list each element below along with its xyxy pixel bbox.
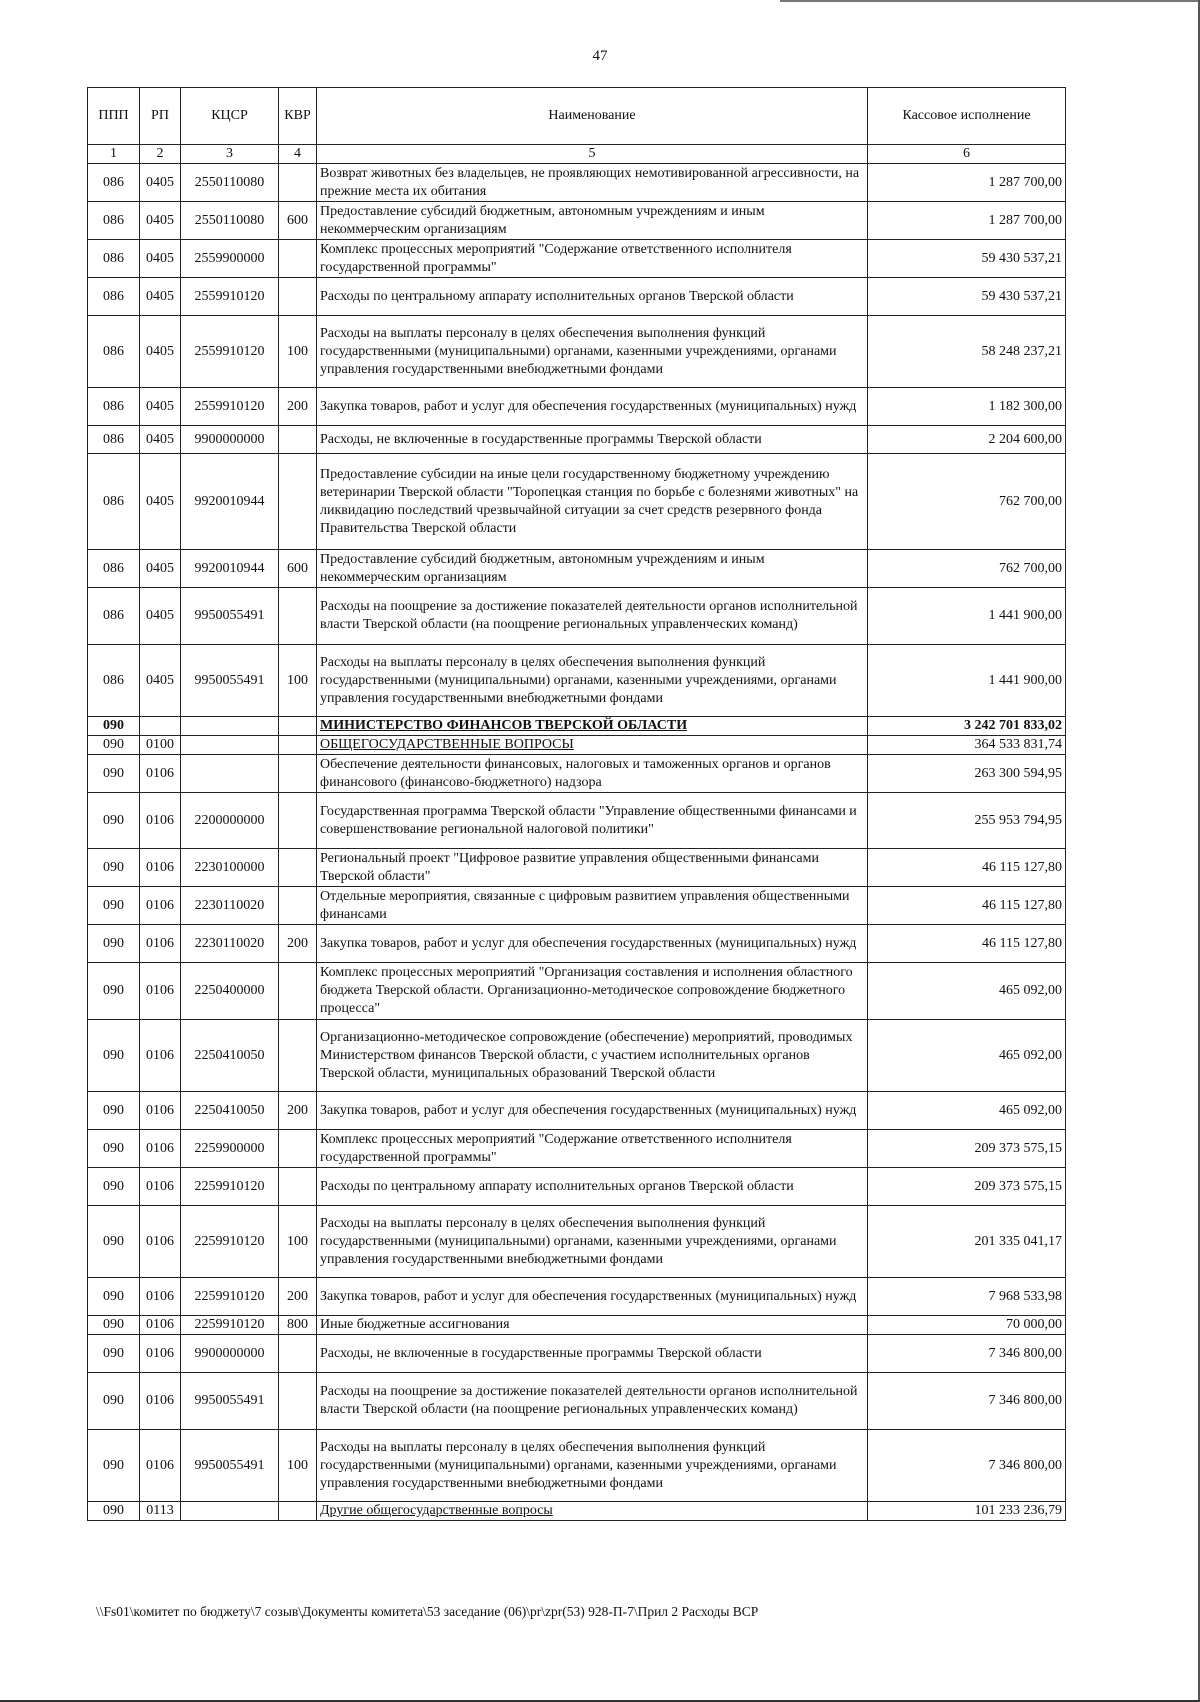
cell-kcsr: 2550110080 bbox=[181, 202, 279, 240]
col-number: 2 bbox=[140, 145, 181, 164]
cell-kvr bbox=[279, 755, 317, 793]
cell-amount: 70 000,00 bbox=[868, 1316, 1066, 1335]
cell-amount: 7 346 800,00 bbox=[868, 1373, 1066, 1430]
cell-amount: 1 441 900,00 bbox=[868, 645, 1066, 717]
cell-rp: 0405 bbox=[140, 426, 181, 454]
cell-name: Расходы на поощрение за достижение показателей деятельности органов исполнительной власти Тверской области (на поощрение региональных управленческих команд) bbox=[317, 1373, 868, 1430]
table-row bbox=[88, 388, 1066, 426]
cell-ppp: 086 bbox=[88, 240, 140, 278]
cell-rp: 0106 bbox=[140, 963, 181, 1020]
cell-ppp: 090 bbox=[88, 887, 140, 925]
cell-ppp: 090 bbox=[88, 755, 140, 793]
cell-name: Предоставление субсидий бюджетным, автономным учреждениям и иным некоммерческим организациям bbox=[317, 202, 868, 240]
cell-name: Закупка товаров, работ и услуг для обеспечения государственных (муниципальных) нужд bbox=[317, 925, 868, 963]
cell-amount: 762 700,00 bbox=[868, 454, 1066, 550]
cell-amount: 1 287 700,00 bbox=[868, 164, 1066, 202]
cell-kvr: 600 bbox=[279, 550, 317, 588]
budget-table bbox=[87, 87, 1066, 1521]
table-row bbox=[88, 645, 1066, 717]
cell-ppp: 086 bbox=[88, 316, 140, 388]
table-row bbox=[88, 1168, 1066, 1206]
cell-rp: 0106 bbox=[140, 1206, 181, 1278]
cell-kvr bbox=[279, 1130, 317, 1168]
cell-name: Закупка товаров, работ и услуг для обеспечения государственных (муниципальных) нужд bbox=[317, 1278, 868, 1316]
cell-kvr bbox=[279, 849, 317, 887]
page-number: 47 bbox=[592, 48, 608, 64]
table-row bbox=[88, 1430, 1066, 1502]
table-row bbox=[88, 963, 1066, 1020]
cell-kcsr: 2230110020 bbox=[181, 925, 279, 963]
cell-name: Комплекс процессных мероприятий "Содержание ответственного исполнителя государственной программы" bbox=[317, 240, 868, 278]
cell-kcsr: 2550110080 bbox=[181, 164, 279, 202]
cell-ppp: 090 bbox=[88, 1020, 140, 1092]
cell-kcsr: 9950055491 bbox=[181, 588, 279, 645]
cell-name: Возврат животных без владельцев, не проявляющих немотивированной агрессивности, на прежние места их обитания bbox=[317, 164, 868, 202]
table-row bbox=[88, 1373, 1066, 1430]
cell-rp: 0106 bbox=[140, 1130, 181, 1168]
cell-kcsr: 2200000000 bbox=[181, 793, 279, 849]
table-row bbox=[88, 1278, 1066, 1316]
cell-name: Комплекс процессных мероприятий "Организация составления и исполнения областного бюджета Тверской области. Организационно-методическое сопровождение бюджетного процесса" bbox=[317, 963, 868, 1020]
cell-rp: 0106 bbox=[140, 755, 181, 793]
cell-rp: 0106 bbox=[140, 1020, 181, 1092]
cell-name: Предоставление субсидий бюджетным, автономным учреждениям и иным некоммерческим организациям bbox=[317, 550, 868, 588]
cell-kvr bbox=[279, 793, 317, 849]
cell-rp: 0405 bbox=[140, 588, 181, 645]
cell-amount: 465 092,00 bbox=[868, 1020, 1066, 1092]
cell-kvr bbox=[279, 1335, 317, 1373]
cell-ppp: 090 bbox=[88, 1092, 140, 1130]
cell-name: Расходы на выплаты персоналу в целях обеспечения выполнения функций государственными (муниципальными) органами, казенными учреждениями, органами управления государственными внебюджетными фондами bbox=[317, 1430, 868, 1502]
col-number: 1 bbox=[88, 145, 140, 164]
cell-ppp: 086 bbox=[88, 278, 140, 316]
cell-amount: 101 233 236,79 bbox=[868, 1502, 1066, 1521]
table-row bbox=[88, 278, 1066, 316]
cell-kvr: 100 bbox=[279, 316, 317, 388]
cell-name: Расходы на выплаты персоналу в целях обеспечения выполнения функций государственными (муниципальными) органами, казенными учреждениями, органами управления государственными внебюджетными фондами bbox=[317, 316, 868, 388]
cell-kcsr: 9950055491 bbox=[181, 1373, 279, 1430]
table-row bbox=[88, 887, 1066, 925]
cell-kcsr: 9900000000 bbox=[181, 426, 279, 454]
table-row bbox=[88, 1316, 1066, 1335]
cell-kcsr: 2230110020 bbox=[181, 887, 279, 925]
cell-rp: 0405 bbox=[140, 278, 181, 316]
table-row bbox=[88, 1092, 1066, 1130]
cell-amount: 1 441 900,00 bbox=[868, 588, 1066, 645]
cell-ppp: 086 bbox=[88, 645, 140, 717]
cell-kvr bbox=[279, 1373, 317, 1430]
cell-ppp: 086 bbox=[88, 202, 140, 240]
cell-rp: 0405 bbox=[140, 164, 181, 202]
table-row bbox=[88, 426, 1066, 454]
cell-rp: 0405 bbox=[140, 454, 181, 550]
cell-amount: 2 204 600,00 bbox=[868, 426, 1066, 454]
cell-amount: 58 248 237,21 bbox=[868, 316, 1066, 388]
cell-kcsr: 9950055491 bbox=[181, 645, 279, 717]
cell-rp: 0106 bbox=[140, 887, 181, 925]
cell-ppp: 090 bbox=[88, 849, 140, 887]
cell-ppp: 086 bbox=[88, 426, 140, 454]
cell-kvr bbox=[279, 1502, 317, 1521]
cell-kvr bbox=[279, 278, 317, 316]
cell-ppp: 090 bbox=[88, 1335, 140, 1373]
cell-amount: 59 430 537,21 bbox=[868, 240, 1066, 278]
cell-rp: 0106 bbox=[140, 1335, 181, 1373]
cell-kvr bbox=[279, 963, 317, 1020]
cell-ppp: 086 bbox=[88, 164, 140, 202]
cell-rp: 0405 bbox=[140, 388, 181, 426]
cell-name: Расходы по центральному аппарату исполнительных органов Тверской области bbox=[317, 278, 868, 316]
cell-ppp: 090 bbox=[88, 717, 140, 736]
cell-kvr bbox=[279, 426, 317, 454]
col-header-name: Наименование bbox=[317, 88, 868, 145]
col-header-amount: Кассовое исполнение bbox=[868, 88, 1066, 145]
col-header-kvr: КВР bbox=[279, 88, 317, 145]
cell-name: МИНИСТЕРСТВО ФИНАНСОВ ТВЕРСКОЙ ОБЛАСТИ bbox=[317, 717, 868, 736]
header-row bbox=[88, 88, 1066, 145]
cell-kvr bbox=[279, 887, 317, 925]
col-header-rp: РП bbox=[140, 88, 181, 145]
cell-kcsr: 2259910120 bbox=[181, 1206, 279, 1278]
table-row bbox=[88, 550, 1066, 588]
cell-rp: 0405 bbox=[140, 240, 181, 278]
cell-amount: 209 373 575,15 bbox=[868, 1130, 1066, 1168]
cell-rp: 0106 bbox=[140, 925, 181, 963]
cell-kvr: 200 bbox=[279, 1092, 317, 1130]
cell-amount: 7 968 533,98 bbox=[868, 1278, 1066, 1316]
cell-name: Расходы на выплаты персоналу в целях обеспечения выполнения функций государственными (муниципальными) органами, казенными учреждениями, органами управления государственными внебюджетными фондами bbox=[317, 1206, 868, 1278]
table-row bbox=[88, 1206, 1066, 1278]
cell-rp: 0106 bbox=[140, 1168, 181, 1206]
cell-rp: 0100 bbox=[140, 736, 181, 755]
cell-name: Региональный проект "Цифровое развитие управления общественными финансами Тверской области" bbox=[317, 849, 868, 887]
cell-rp: 0405 bbox=[140, 316, 181, 388]
cell-kvr: 600 bbox=[279, 202, 317, 240]
cell-kvr: 100 bbox=[279, 645, 317, 717]
cell-kcsr: 9920010944 bbox=[181, 550, 279, 588]
cell-amount: 465 092,00 bbox=[868, 963, 1066, 1020]
cell-amount: 209 373 575,15 bbox=[868, 1168, 1066, 1206]
cell-ppp: 090 bbox=[88, 1278, 140, 1316]
cell-kcsr: 2250410050 bbox=[181, 1092, 279, 1130]
cell-rp: 0106 bbox=[140, 1316, 181, 1335]
table-row bbox=[88, 717, 1066, 736]
cell-kcsr bbox=[181, 736, 279, 755]
cell-name: ОБЩЕГОСУДАРСТВЕННЫЕ ВОПРОСЫ bbox=[317, 736, 868, 755]
cell-name: Обеспечение деятельности финансовых, налоговых и таможенных органов и органов финансового (финансово-бюджетного) надзора bbox=[317, 755, 868, 793]
cell-amount: 7 346 800,00 bbox=[868, 1335, 1066, 1373]
cell-kcsr: 2230100000 bbox=[181, 849, 279, 887]
cell-kcsr bbox=[181, 755, 279, 793]
table-row bbox=[88, 1130, 1066, 1168]
cell-rp: 0106 bbox=[140, 849, 181, 887]
cell-ppp: 086 bbox=[88, 588, 140, 645]
cell-amount: 1 182 300,00 bbox=[868, 388, 1066, 426]
cell-amount: 46 115 127,80 bbox=[868, 849, 1066, 887]
cell-kvr bbox=[279, 454, 317, 550]
cell-kcsr: 2250410050 bbox=[181, 1020, 279, 1092]
cell-amount: 263 300 594,95 bbox=[868, 755, 1066, 793]
cell-kvr: 200 bbox=[279, 925, 317, 963]
col-header-kcsr: КЦСР bbox=[181, 88, 279, 145]
cell-kvr bbox=[279, 1020, 317, 1092]
cell-name: Закупка товаров, работ и услуг для обеспечения государственных (муниципальных) нужд bbox=[317, 388, 868, 426]
cell-ppp: 090 bbox=[88, 736, 140, 755]
cell-ppp: 086 bbox=[88, 388, 140, 426]
table-row bbox=[88, 454, 1066, 550]
table-row bbox=[88, 736, 1066, 755]
table-row bbox=[88, 1020, 1066, 1092]
cell-kvr bbox=[279, 164, 317, 202]
cell-kcsr: 2559910120 bbox=[181, 278, 279, 316]
cell-name: Расходы, не включенные в государственные программы Тверской области bbox=[317, 426, 868, 454]
cell-amount: 46 115 127,80 bbox=[868, 887, 1066, 925]
cell-kvr bbox=[279, 240, 317, 278]
table-row bbox=[88, 1502, 1066, 1521]
table-row bbox=[88, 925, 1066, 963]
cell-amount: 762 700,00 bbox=[868, 550, 1066, 588]
col-number: 3 bbox=[181, 145, 279, 164]
col-number: 5 bbox=[317, 145, 868, 164]
cell-ppp: 090 bbox=[88, 1430, 140, 1502]
scan-edge-top bbox=[780, 0, 1200, 2]
cell-kvr: 800 bbox=[279, 1316, 317, 1335]
cell-amount: 201 335 041,17 bbox=[868, 1206, 1066, 1278]
cell-kvr: 200 bbox=[279, 1278, 317, 1316]
table-row bbox=[88, 849, 1066, 887]
cell-kvr: 100 bbox=[279, 1430, 317, 1502]
cell-kvr bbox=[279, 588, 317, 645]
cell-name: Организационно-методическое сопровождение (обеспечение) мероприятий, проводимых Министерством финансов Тверской области, с участием исполнительных органов Тверской области, муниципальных образований Тверской области bbox=[317, 1020, 868, 1092]
cell-name: Другие общегосударственные вопросы bbox=[317, 1502, 868, 1521]
cell-kvr bbox=[279, 717, 317, 736]
cell-kcsr: 2559910120 bbox=[181, 388, 279, 426]
cell-ppp: 090 bbox=[88, 1502, 140, 1521]
cell-kcsr: 9900000000 bbox=[181, 1335, 279, 1373]
col-header-ppp: ППП bbox=[88, 88, 140, 145]
cell-name: Иные бюджетные ассигнования bbox=[317, 1316, 868, 1335]
table-row bbox=[88, 202, 1066, 240]
cell-amount: 1 287 700,00 bbox=[868, 202, 1066, 240]
table-row bbox=[88, 755, 1066, 793]
table-row bbox=[88, 240, 1066, 278]
cell-kcsr: 2259910120 bbox=[181, 1316, 279, 1335]
cell-name: Расходы на выплаты персоналу в целях обеспечения выполнения функций государственными (муниципальными) органами, казенными учреждениями, органами управления государственными внебюджетными фондами bbox=[317, 645, 868, 717]
cell-name: Предоставление субсидии на иные цели государственному бюджетному учреждению ветеринарии Тверской области "Торопецкая станция по борьбе с болезнями животных" на ликвидацию последствий чрезвычайной ситуации за счет средств резервного фонда Правительства Тверской области bbox=[317, 454, 868, 550]
cell-rp: 0405 bbox=[140, 550, 181, 588]
cell-name: Расходы по центральному аппарату исполнительных органов Тверской области bbox=[317, 1168, 868, 1206]
cell-rp: 0106 bbox=[140, 1430, 181, 1502]
col-number: 4 bbox=[279, 145, 317, 164]
cell-name: Государственная программа Тверской области "Управление общественными финансами и совершенствование региональной налоговой политики" bbox=[317, 793, 868, 849]
table-row bbox=[88, 164, 1066, 202]
col-number: 6 bbox=[868, 145, 1066, 164]
cell-name: Закупка товаров, работ и услуг для обеспечения государственных (муниципальных) нужд bbox=[317, 1092, 868, 1130]
cell-name: Комплекс процессных мероприятий "Содержание ответственного исполнителя государственной программы" bbox=[317, 1130, 868, 1168]
cell-kvr: 200 bbox=[279, 388, 317, 426]
cell-rp: 0106 bbox=[140, 793, 181, 849]
cell-kvr bbox=[279, 1168, 317, 1206]
cell-rp: 0405 bbox=[140, 645, 181, 717]
cell-amount: 7 346 800,00 bbox=[868, 1430, 1066, 1502]
cell-amount: 46 115 127,80 bbox=[868, 925, 1066, 963]
cell-ppp: 090 bbox=[88, 1373, 140, 1430]
cell-ppp: 090 bbox=[88, 793, 140, 849]
footer-file-path: \\Fs01\комитет по бюджету\7 созыв\Документы комитета\53 заседание (06)\pr\zpr(53) 928-П-7\Прил 2 Расходы ВСР bbox=[96, 1604, 759, 1619]
cell-rp: 0106 bbox=[140, 1373, 181, 1430]
table-row bbox=[88, 316, 1066, 388]
table-row bbox=[88, 1335, 1066, 1373]
table-row bbox=[88, 793, 1066, 849]
cell-kcsr: 2559900000 bbox=[181, 240, 279, 278]
cell-amount: 255 953 794,95 bbox=[868, 793, 1066, 849]
cell-ppp: 090 bbox=[88, 925, 140, 963]
cell-kcsr: 2559910120 bbox=[181, 316, 279, 388]
cell-amount: 364 533 831,74 bbox=[868, 736, 1066, 755]
cell-ppp: 090 bbox=[88, 1206, 140, 1278]
cell-ppp: 086 bbox=[88, 454, 140, 550]
cell-kcsr: 9920010944 bbox=[181, 454, 279, 550]
cell-rp: 0405 bbox=[140, 202, 181, 240]
cell-kcsr: 2259900000 bbox=[181, 1130, 279, 1168]
cell-rp: 0106 bbox=[140, 1092, 181, 1130]
cell-kvr: 100 bbox=[279, 1206, 317, 1278]
cell-rp: 0106 bbox=[140, 1278, 181, 1316]
table-row bbox=[88, 588, 1066, 645]
cell-ppp: 090 bbox=[88, 963, 140, 1020]
cell-kvr bbox=[279, 736, 317, 755]
cell-name: Расходы, не включенные в государственные программы Тверской области bbox=[317, 1335, 868, 1373]
cell-ppp: 090 bbox=[88, 1130, 140, 1168]
cell-ppp: 086 bbox=[88, 550, 140, 588]
cell-kcsr bbox=[181, 717, 279, 736]
cell-amount: 465 092,00 bbox=[868, 1092, 1066, 1130]
cell-ppp: 090 bbox=[88, 1316, 140, 1335]
cell-kcsr bbox=[181, 1502, 279, 1521]
cell-name: Отдельные мероприятия, связанные с цифровым развитием управления общественными финансами bbox=[317, 887, 868, 925]
cell-rp: 0113 bbox=[140, 1502, 181, 1521]
column-number-row bbox=[88, 145, 1066, 164]
cell-kcsr: 2259910120 bbox=[181, 1278, 279, 1316]
cell-kcsr: 9950055491 bbox=[181, 1430, 279, 1502]
cell-amount: 3 242 701 833,02 bbox=[868, 717, 1066, 736]
cell-ppp: 090 bbox=[88, 1168, 140, 1206]
cell-amount: 59 430 537,21 bbox=[868, 278, 1066, 316]
cell-kcsr: 2259910120 bbox=[181, 1168, 279, 1206]
cell-name: Расходы на поощрение за достижение показателей деятельности органов исполнительной власти Тверской области (на поощрение региональных управленческих команд) bbox=[317, 588, 868, 645]
cell-rp bbox=[140, 717, 181, 736]
cell-kcsr: 2250400000 bbox=[181, 963, 279, 1020]
